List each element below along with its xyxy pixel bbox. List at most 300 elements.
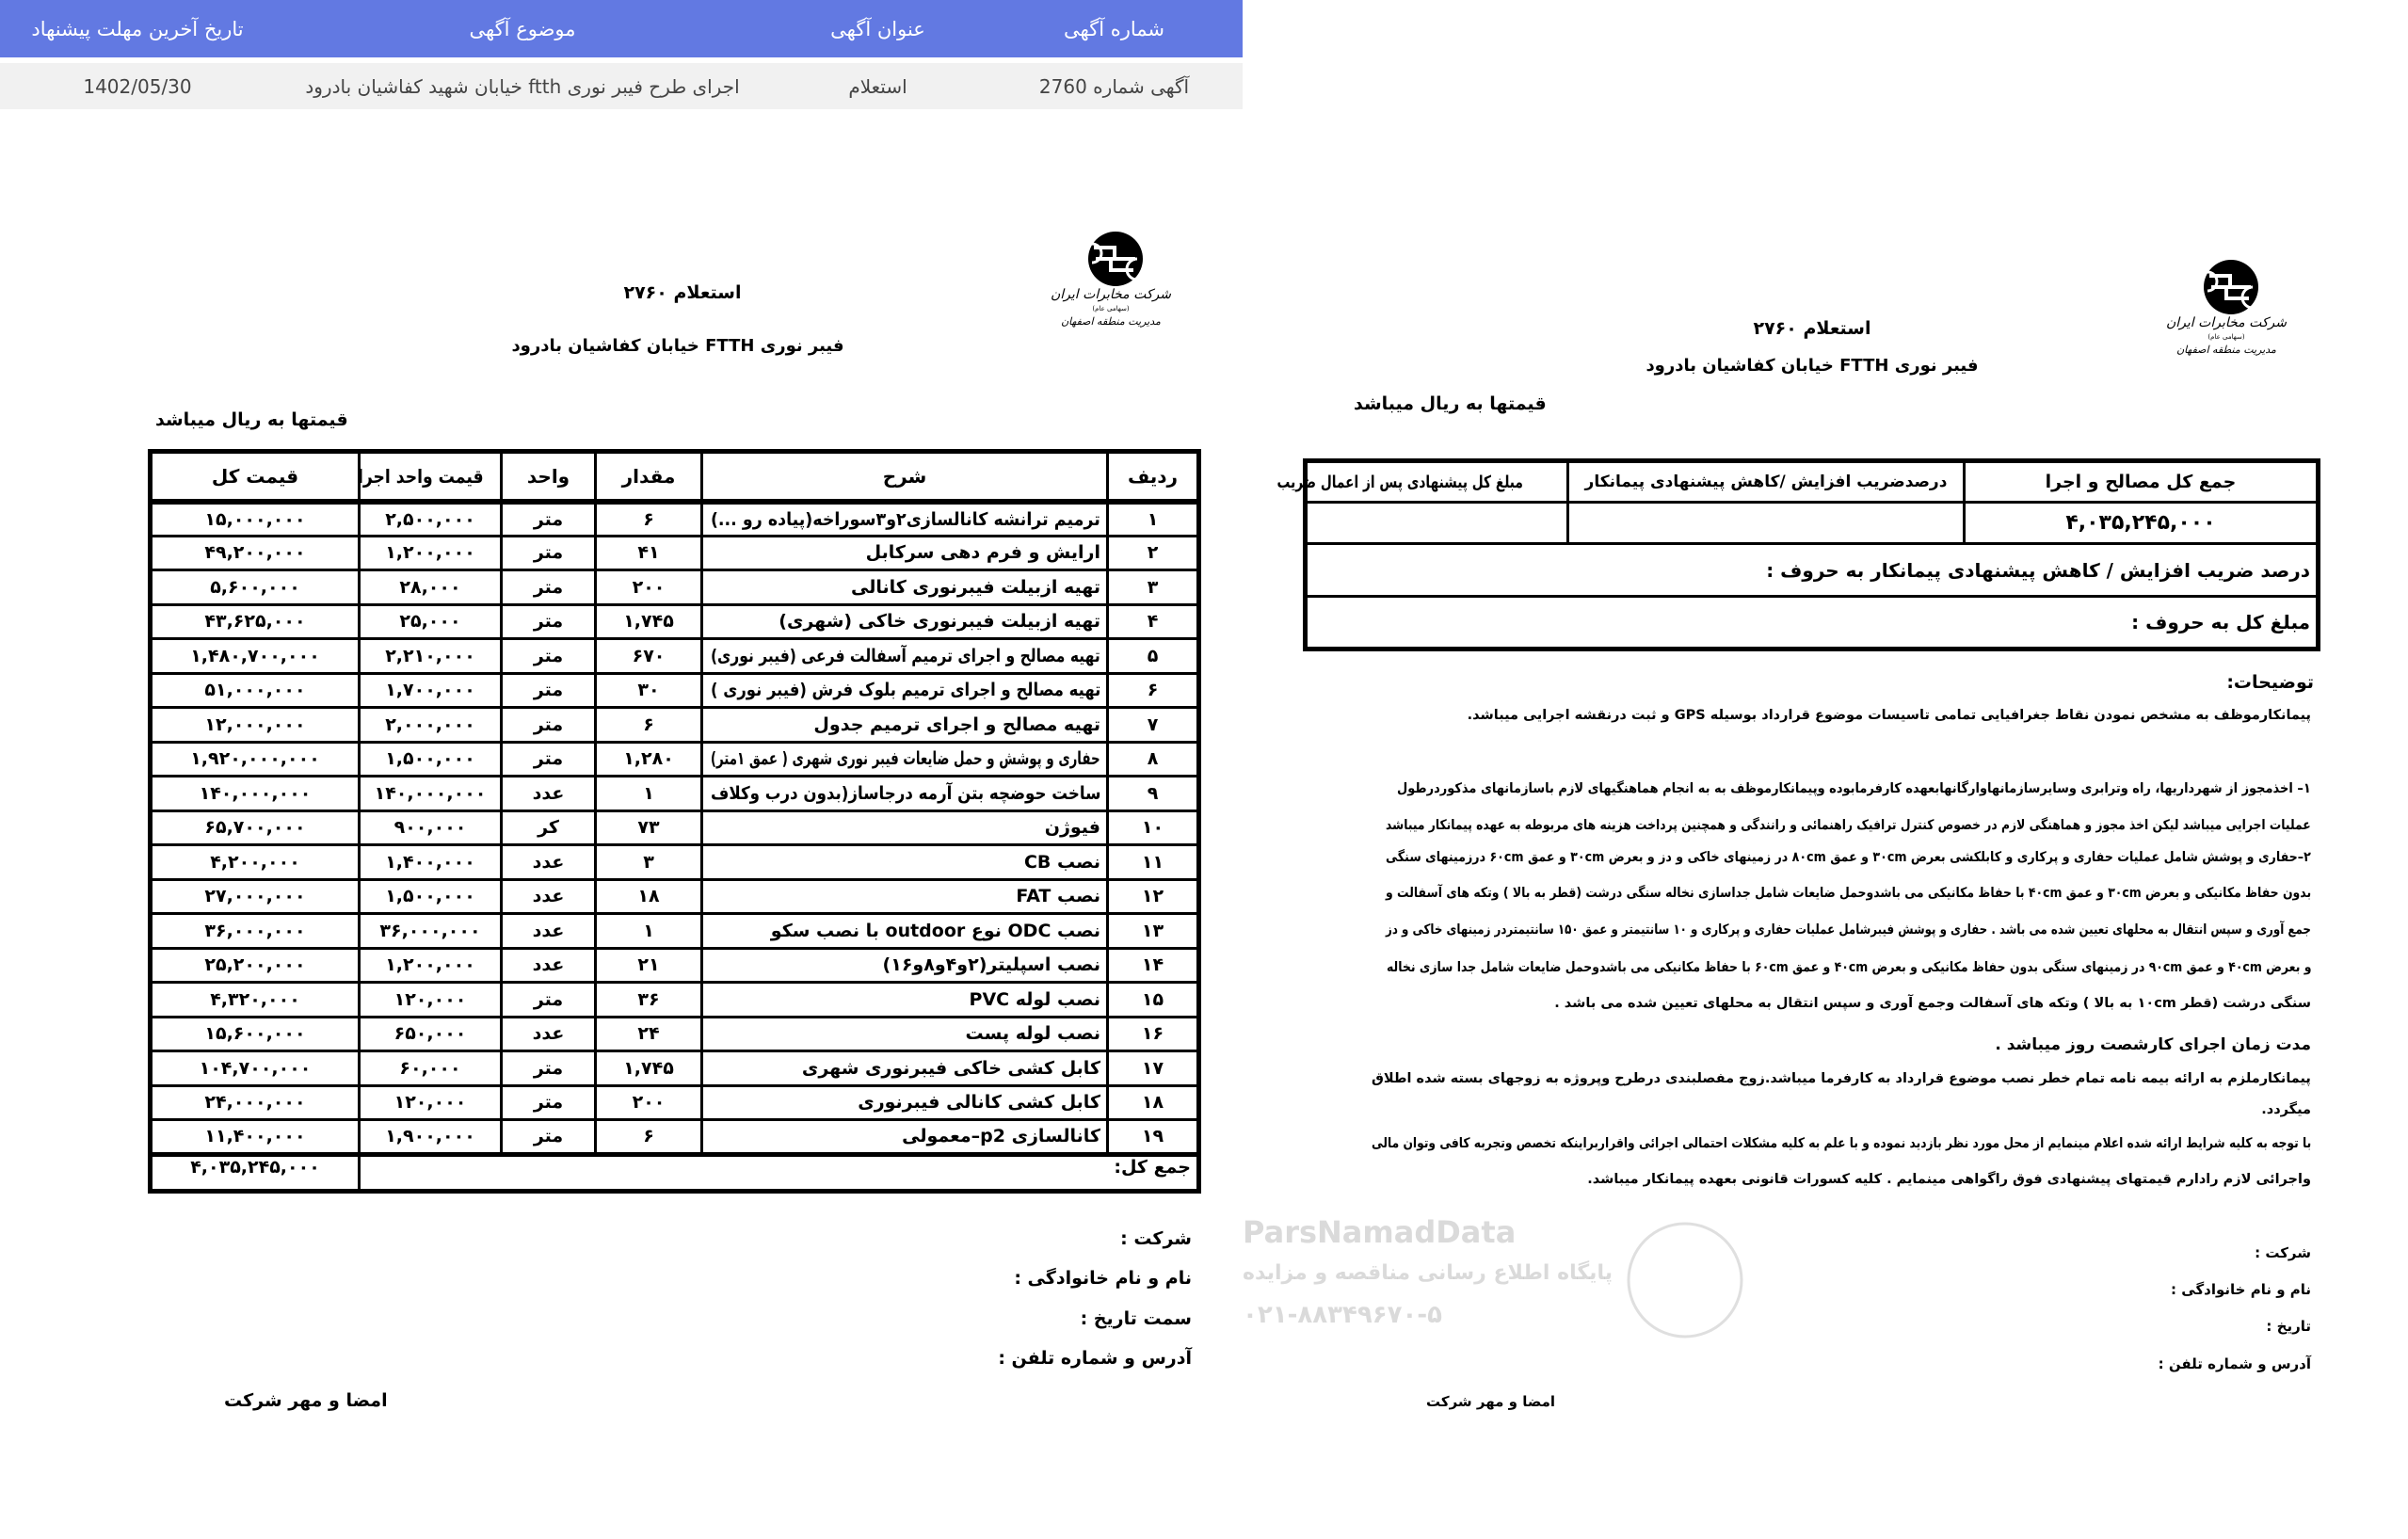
- item-quantity-cell: [596, 536, 702, 570]
- item-quantity: ۱۸: [637, 886, 660, 907]
- row-number-cell: [1108, 1085, 1199, 1120]
- item-unit-cell: [502, 948, 596, 983]
- item-unit: متر: [533, 1126, 564, 1147]
- item-unit-price: ۶۰,۰۰۰: [399, 1057, 461, 1079]
- item-unit-price-cell: [360, 1017, 502, 1051]
- item-unit-cell: [502, 810, 596, 845]
- note-line: مدت زمان اجرای کارشصت روز میباشد .: [1995, 1035, 2311, 1054]
- item-quantity: ۱: [643, 782, 654, 804]
- item-unit-price: ۱۲۰,۰۰۰: [393, 1092, 467, 1114]
- item-unit-cell: [502, 1120, 596, 1155]
- item-unit: متر: [533, 713, 564, 735]
- item-quantity-cell: [596, 1051, 702, 1086]
- item-unit-cell: [502, 845, 596, 880]
- notes-title: توضیحات:: [2226, 672, 2314, 693]
- item-description-cell: [702, 673, 1108, 708]
- item-unit: متر: [533, 576, 564, 598]
- item-quantity-cell: [596, 879, 702, 914]
- item-total-price: ۲۵,۲۰۰,۰۰۰: [204, 954, 306, 976]
- row-number-cell: [1108, 810, 1199, 845]
- telecom-emblem-icon: [1035, 231, 1186, 287]
- item-description-cell: [702, 810, 1108, 845]
- table-row: [151, 845, 1199, 880]
- item-total-price: ۱۵,۶۰۰,۰۰۰: [204, 1023, 306, 1045]
- item-quantity: ۴۱: [637, 542, 660, 564]
- note-line-wrap: [1370, 1172, 2311, 1187]
- item-quantity: ۱,۲۸۰: [623, 748, 674, 770]
- item-unit-price-cell: [360, 845, 502, 880]
- note-line: و بعرض ۴۰cm و عمق ۹۰cm در زمینهای سنگی بدون حفاظ مکانیکی و بعرض ۴۰cm و عمق ۶۰cm با حفاظ مکانیکی می باشدوحمل ضایعات شامل جدا سازی نخاله: [1386, 960, 2311, 975]
- item-unit-cell: [502, 673, 596, 708]
- item-total-price-cell: [151, 1051, 360, 1086]
- row-number: ۱: [1147, 508, 1159, 530]
- ad-info-header-row: [0, 0, 1243, 60]
- col-ad-title: عنوان آگهی: [770, 0, 986, 60]
- summary-header-row: [1306, 461, 2319, 503]
- item-quantity-cell: [596, 1017, 702, 1051]
- right-sig-date: تاریخ :: [2266, 1318, 2311, 1335]
- left-title: استعلام ۲۷۶۰: [623, 282, 742, 303]
- item-unit-cell: [502, 983, 596, 1018]
- total-value: ۴,۰۳۵,۲۴۵,۰۰۰: [190, 1156, 320, 1178]
- col-unit-price-label: قیمت واحد اجرا: [358, 464, 485, 488]
- item-unit-cell: [502, 914, 596, 949]
- note-line: با توجه به کلیه شرایط ارائه شده اعلام مینمایم از محل مورد نظر بازدید نموده و با علم به کلیه مشکلات احتمالی اجرائی واقراربراینکه تخصص وتجربه کافی وتوان مالی: [1371, 1136, 2311, 1151]
- item-description-cell: [702, 983, 1108, 1018]
- item-description: تهیه ازبیلت فیبرنوری خاکی (شهری): [779, 611, 1100, 633]
- item-quantity-cell: [596, 1120, 702, 1155]
- item-unit-price-cell: [360, 879, 502, 914]
- percent-in-words-cell: [1306, 544, 2319, 597]
- item-total-price: ۴۹,۲۰۰,۰۰۰: [204, 542, 306, 564]
- item-total-price-cell: [151, 570, 360, 605]
- item-description: کانالسازی p2–معمولی: [902, 1126, 1100, 1147]
- item-quantity: ۶۷۰: [632, 645, 666, 666]
- item-unit-price-cell: [360, 536, 502, 570]
- item-total-price-cell: [151, 502, 360, 537]
- col-quantity-label: مقدار: [621, 464, 676, 488]
- item-unit-price: ۲,۲۱۰,۰۰۰: [385, 645, 475, 666]
- item-total-price-cell: [151, 536, 360, 570]
- total-label: جمع کل:: [1114, 1156, 1191, 1178]
- item-unit-price: ۱۲۰,۰۰۰: [393, 988, 467, 1010]
- right-sig-company: شرکت :: [2255, 1244, 2311, 1261]
- item-description: ارایش و فرم دهی سرکابل: [865, 542, 1100, 564]
- row-number: ۱۹: [1141, 1126, 1164, 1147]
- row-number-cell: [1108, 604, 1199, 639]
- item-unit-cell: [502, 777, 596, 811]
- item-unit: کر: [538, 817, 559, 839]
- left-sig-name: نام و نام خانوادگی :: [1014, 1268, 1192, 1289]
- total-label-cell: [360, 1154, 1199, 1191]
- item-total-price: ۱۲,۰۰۰,۰۰۰: [204, 713, 306, 735]
- row-number-cell: [1108, 948, 1199, 983]
- percent-coefficient-field[interactable]: [1568, 503, 1965, 544]
- item-unit: متر: [533, 611, 564, 633]
- item-unit-price: ۱,۵۰۰,۰۰۰: [385, 748, 475, 770]
- logo-name: شرکت مخابرات ایران: [2166, 315, 2287, 330]
- item-quantity-cell: [596, 914, 702, 949]
- item-unit-price-cell: [360, 708, 502, 743]
- item-unit-price-cell: [360, 914, 502, 949]
- item-unit-price-cell: [360, 1085, 502, 1120]
- item-total-price-cell: [151, 673, 360, 708]
- table-row: [151, 1120, 1199, 1155]
- item-unit-price-cell: [360, 673, 502, 708]
- item-unit: متر: [533, 508, 564, 530]
- item-unit-price: ۱,۲۰۰,۰۰۰: [385, 954, 475, 976]
- note-line-wrap: [1384, 818, 2311, 833]
- item-unit-price: ۲,۰۰۰,۰۰۰: [385, 713, 475, 735]
- col-description: [702, 452, 1108, 502]
- left-sig-company: شرکت :: [1120, 1228, 1192, 1249]
- item-unit-price-cell: [360, 604, 502, 639]
- item-total-price-cell: [151, 983, 360, 1018]
- item-description-cell: [702, 536, 1108, 570]
- row-number-cell: [1108, 639, 1199, 674]
- col-quantity: [596, 452, 702, 502]
- item-unit: عدد: [532, 1023, 565, 1045]
- item-description-cell: [702, 742, 1108, 777]
- item-description-cell: [702, 1051, 1108, 1086]
- item-description: ترمیم ترانشه کانالسازی۲و۳سوراخه(پیاده رو ...): [711, 508, 1100, 530]
- note-line-wrap: [1384, 886, 2311, 901]
- table-row: [151, 570, 1199, 605]
- ad-info-row: [0, 60, 1243, 109]
- telecom-emblem-icon: [2151, 259, 2302, 315]
- item-total-price: ۱۱,۴۰۰,۰۰۰: [204, 1126, 306, 1147]
- table-row: [151, 604, 1199, 639]
- ad-number: آگهی شماره 2760: [986, 60, 1243, 109]
- logo-region: مدیریت منطقه اصفهان: [2176, 344, 2276, 356]
- item-quantity-cell: [596, 948, 702, 983]
- col-final-amount: [1276, 461, 1568, 503]
- item-unit-price: ۶۵۰,۰۰۰: [393, 1023, 467, 1045]
- item-total-price: ۵,۶۰۰,۰۰۰: [210, 576, 300, 598]
- item-quantity-cell: [596, 604, 702, 639]
- company-logo-right: [2151, 259, 2302, 362]
- item-description-cell: [702, 570, 1108, 605]
- item-unit: عدد: [532, 851, 565, 873]
- item-description: نصب اسپلیتر(۲و۴و۸و۱۶): [882, 954, 1100, 976]
- col-unit: [502, 452, 596, 502]
- item-description-cell: [702, 604, 1108, 639]
- logo-name: شرکت مخابرات ایران: [1051, 287, 1171, 302]
- item-unit: عدد: [532, 954, 565, 976]
- col-ad-number: شماره آگهی: [986, 0, 1243, 60]
- item-description: نصب لوله پست: [965, 1023, 1100, 1045]
- item-unit-price: ۱,۴۰۰,۰۰۰: [385, 851, 475, 873]
- item-total-price: ۶۵,۷۰۰,۰۰۰: [204, 817, 306, 839]
- item-total-price: ۱۵,۰۰۰,۰۰۰: [204, 508, 306, 530]
- note-line: ۲–حفاری و پوشش شامل عملیات حفاری و پرکاری و کابلکشی بعرض ۳۰cm و عمق ۸۰cm در زمینهای خاکی و دز و بعرض ۳۰cm و عمق ۶۰cm درزمینهای سنگی: [1386, 850, 2311, 865]
- row-number: ۱۲: [1141, 886, 1164, 907]
- items-header-row: [151, 452, 1199, 502]
- row-number-cell: [1108, 502, 1199, 537]
- item-unit: متر: [533, 645, 564, 666]
- item-quantity: ۷۳: [637, 817, 660, 839]
- table-row: [151, 536, 1199, 570]
- row-number: ۱۱: [1141, 851, 1164, 873]
- row-number: ۱۷: [1141, 1057, 1164, 1079]
- item-quantity-cell: [596, 810, 702, 845]
- row-number: ۵: [1147, 645, 1159, 666]
- item-total-price-cell: [151, 1120, 360, 1155]
- item-unit-cell: [502, 1085, 596, 1120]
- item-description: تهیه ازبیلت فیبرنوری کانالی: [851, 576, 1100, 598]
- item-quantity: ۳۰: [637, 680, 660, 701]
- company-logo-left: [1035, 231, 1186, 334]
- item-unit-price: ۱,۲۰۰,۰۰۰: [385, 542, 475, 564]
- ad-title: استعلام: [770, 60, 986, 109]
- item-description: نصب ODC نوع outdoor با نصب سکو: [770, 920, 1100, 941]
- item-description: تهیه مصالح و اجرای ترمیم جدول: [813, 713, 1100, 735]
- item-quantity-cell: [596, 708, 702, 743]
- table-row: [151, 639, 1199, 674]
- item-total-price: ۱,۹۲۰,۰۰۰,۰۰۰: [190, 748, 320, 770]
- item-description-cell: [702, 1120, 1108, 1155]
- item-total-price-cell: [151, 777, 360, 811]
- item-unit: متر: [533, 988, 564, 1010]
- col-unit-label: واحد: [526, 464, 570, 488]
- final-amount-field[interactable]: [1306, 503, 1568, 544]
- item-description: نصب FAT: [1016, 886, 1100, 907]
- row-number: ۱۶: [1141, 1023, 1164, 1045]
- table-row: [151, 502, 1199, 537]
- note-line-wrap: [1384, 960, 2311, 975]
- note-line-wrap: [1370, 1071, 2311, 1086]
- note-line: جمع آوری و سپس انتقال به محلهای تعیین شده می باشد . حفاری و پوشش فیبرشامل عملیات حفاری و پرکاری و ۱۰ سانتیمتر و عمق ۱۵۰ سانتیمتردر زمینهای خاکی و دز: [1386, 922, 2311, 938]
- item-unit-price: ۱,۷۰۰,۰۰۰: [385, 680, 475, 701]
- logo-sub: (سهامی عام): [2207, 333, 2245, 341]
- item-description: ساخت حوضچه بتن آرمه درجاساز(بدون درب وکلاف: [710, 782, 1100, 804]
- note-line: میگردد.: [2261, 1102, 2311, 1117]
- row-number-cell: [1108, 879, 1199, 914]
- item-quantity: ۳۶: [637, 988, 660, 1010]
- note-line: واجرائی لازم رادارم قیمتهای پیشنهادی فوق راگواهی مینمایم . کلیه کسورات قانونی بعهده پیمانکار میباشد.: [1587, 1172, 2311, 1187]
- item-quantity: ۶: [643, 713, 654, 735]
- item-unit-price-cell: [360, 570, 502, 605]
- item-unit-price: ۱۴۰,۰۰۰,۰۰۰: [374, 782, 487, 804]
- note-line-wrap: [1395, 781, 2311, 796]
- item-total-price: ۱,۴۸۰,۷۰۰,۰۰۰: [190, 645, 320, 666]
- item-description: کابل کشی کانالی فیبرنوری: [858, 1092, 1100, 1114]
- item-unit-price: ۲,۵۰۰,۰۰۰: [385, 508, 475, 530]
- item-unit-price-cell: [360, 1051, 502, 1086]
- row-number-cell: [1108, 1051, 1199, 1086]
- item-total-price: ۵۱,۰۰۰,۰۰۰: [204, 680, 306, 701]
- ad-info-table: [0, 0, 1243, 109]
- table-row: [151, 879, 1199, 914]
- item-description: نصب CB: [1023, 851, 1100, 873]
- row-number-cell: [1108, 673, 1199, 708]
- item-description-cell: [702, 502, 1108, 537]
- note-line: پیمانکارموظف به مشخص نمودن نقاط جغرافیایی تمامی تاسیسات موضوع قرارداد بوسیله GPS و ثبت درنقشه اجرایی میباشد.: [1467, 708, 2311, 723]
- table-row: [151, 1051, 1199, 1086]
- row-number-cell: [1108, 536, 1199, 570]
- item-quantity: ۶: [643, 508, 654, 530]
- logo-region: مدیریت منطقه اصفهان: [1061, 315, 1161, 328]
- left-subtitle: فیبر نوری FTTH خیابان کفاشیان بادرود: [511, 336, 844, 356]
- item-quantity-cell: [596, 1085, 702, 1120]
- item-description-cell: [702, 1085, 1108, 1120]
- note-line-wrap: [1370, 1136, 2311, 1151]
- right-sig-address-phone: آدرس و شماره تلفن :: [2158, 1355, 2311, 1372]
- row-number-cell: [1108, 742, 1199, 777]
- item-quantity: ۲۰۰: [632, 1092, 666, 1114]
- items-table: [148, 449, 1201, 1194]
- note-line: بدون حفاظ مکانیکی و بعرض ۳۰cm و عمق ۴۰cm با حفاظ مکانیکی می باشدوحمل ضایعات شامل جداسازی نخاله سنگی درشت (قطر به بالا ) وتکه های آسفالت و: [1385, 886, 2311, 901]
- row-number-cell: [1108, 845, 1199, 880]
- item-unit-price-cell: [360, 777, 502, 811]
- total-materials-value: ۴,۰۳۵,۲۴۵,۰۰۰: [1965, 503, 2319, 544]
- item-total-price-cell: [151, 879, 360, 914]
- item-description: تهیه مصالح و اجرای ترمیم آسفالت فرعی (فیبر نوری): [711, 645, 1100, 666]
- table-row: [151, 777, 1199, 811]
- item-description-cell: [702, 948, 1108, 983]
- row-number: ۹: [1147, 782, 1159, 804]
- watermark-tagline: پایگاه اطلاع رسانی مناقصه و مزایده: [1243, 1261, 1613, 1285]
- item-total-price: ۴,۲۰۰,۰۰۰: [210, 851, 300, 873]
- table-row: [151, 1085, 1199, 1120]
- item-unit-price: ۳۶,۰۰۰,۰۰۰: [379, 920, 481, 941]
- right-currency-note: قیمتها به ریال میباشد: [1354, 393, 1547, 414]
- note-line-wrap: [1384, 922, 2311, 938]
- item-unit-price-cell: [360, 810, 502, 845]
- note-line: ۱– اخذمجوز از شهرداریها، راه وترابری وسایرسازمانهاوارگانهابعهده کارفرمابوده وپیمانکارموظف به به انجام هماهنگیهای لازم باسازمانهای مذکوردرطول: [1397, 781, 2311, 796]
- left-sig-position-date: سمت تاریخ :: [1080, 1308, 1192, 1329]
- row-number: ۱۳: [1141, 920, 1164, 941]
- note-line-wrap: [1384, 996, 2311, 1011]
- item-quantity: ۲۴: [637, 1023, 660, 1045]
- table-row: [151, 948, 1199, 983]
- row-number-cell: [1108, 983, 1199, 1018]
- item-total-price-cell: [151, 1017, 360, 1051]
- item-unit-cell: [502, 879, 596, 914]
- col-total-materials: [1965, 461, 2319, 503]
- logo-sub: (سهامی عام): [1092, 305, 1130, 313]
- item-unit-price: ۱,۵۰۰,۰۰۰: [385, 886, 475, 907]
- summary-table: [1276, 458, 2320, 651]
- table-row: [151, 673, 1199, 708]
- watermark-phone: ۰۲۱-۸۸۳۴۹۶۷۰-۵: [1243, 1301, 1443, 1329]
- percent-in-words-label: درصد ضریب افزایش / کاهش پیشنهادی پیمانکار به حروف :: [1766, 558, 2310, 582]
- amount-in-words-row[interactable]: [1306, 597, 2319, 649]
- item-total-price: ۲۴,۰۰۰,۰۰۰: [204, 1092, 306, 1114]
- item-description-cell: [702, 777, 1108, 811]
- item-unit-price-cell: [360, 742, 502, 777]
- col-unit-price: [360, 452, 502, 502]
- item-description-cell: [702, 914, 1108, 949]
- note-line: سنگی درشت (قطر ۱۰cm به بالا ) وتکه های آسفالت وجمع آوری و سپس انتقال به محلهای تعیین شده می باشد .: [1554, 996, 2311, 1011]
- item-unit: متر: [533, 748, 564, 770]
- row-number: ۸: [1147, 748, 1159, 770]
- item-unit-cell: [502, 502, 596, 537]
- left-currency-note: قیمتها به ریال میباشد: [155, 409, 348, 430]
- right-sig-stamp: امضا و مهر شرکت: [1426, 1393, 1556, 1410]
- row-number-cell: [1108, 1017, 1199, 1051]
- ad-deadline: 1402/05/30: [0, 60, 275, 109]
- item-unit-price-cell: [360, 502, 502, 537]
- item-unit-cell: [502, 570, 596, 605]
- row-number: ۲: [1147, 542, 1159, 564]
- row-number: ۱۴: [1141, 954, 1164, 976]
- col-ad-subject: موضوع آگهی: [275, 0, 770, 60]
- row-number: ۱۵: [1141, 988, 1164, 1010]
- item-unit: متر: [533, 1092, 564, 1114]
- amount-in-words-label: مبلغ کل به حروف :: [2131, 611, 2310, 633]
- row-number-cell: [1108, 777, 1199, 811]
- note-line-wrap: [1370, 708, 2311, 723]
- item-quantity: ۱,۷۴۵: [623, 1057, 674, 1079]
- table-row: [151, 742, 1199, 777]
- table-row: [151, 810, 1199, 845]
- col-row-label: ردیف: [1127, 464, 1179, 488]
- total-value-cell: [151, 1154, 360, 1191]
- row-number: ۳: [1147, 576, 1159, 598]
- item-quantity: ۱: [643, 920, 654, 941]
- item-quantity: ۶: [643, 1126, 654, 1147]
- item-unit-cell: [502, 1017, 596, 1051]
- row-number-cell: [1108, 1120, 1199, 1155]
- row-number: ۶: [1147, 680, 1159, 701]
- item-quantity-cell: [596, 845, 702, 880]
- item-description-cell: [702, 708, 1108, 743]
- item-description: تهیه مصالح و اجرای ترمیم بلوک فرش (فیبر نوری ): [710, 680, 1100, 701]
- item-unit-price: ۹۰۰,۰۰۰: [393, 817, 467, 839]
- table-row: [151, 983, 1199, 1018]
- items-total-row: [151, 1154, 1199, 1191]
- item-quantity: ۲۰۰: [632, 576, 666, 598]
- item-total-price: ۱۴۰,۰۰۰,۰۰۰: [199, 782, 312, 804]
- item-total-price-cell: [151, 708, 360, 743]
- item-unit-cell: [502, 1051, 596, 1086]
- item-total-price-cell: [151, 1085, 360, 1120]
- item-quantity-cell: [596, 983, 702, 1018]
- watermark: [1243, 1214, 1770, 1346]
- note-line: عملیات اجرایی میباشد لیکن اخذ مجوز و هماهنگی لازم در خصوص کنترل ترافیک راهنمائی و رانندگی و همچنین پرداخت هزینه های مربوطه به عهده پیمانکار میباشد: [1386, 818, 2311, 833]
- item-unit-cell: [502, 639, 596, 674]
- table-row: [151, 914, 1199, 949]
- table-row: [151, 1017, 1199, 1051]
- item-total-price-cell: [151, 845, 360, 880]
- percent-in-words-row[interactable]: [1306, 544, 2319, 597]
- col-description-label: شرح: [882, 464, 927, 488]
- item-unit-cell: [502, 536, 596, 570]
- row-number-cell: [1108, 708, 1199, 743]
- item-unit: متر: [533, 542, 564, 564]
- col-percent-coefficient: [1568, 461, 1965, 503]
- row-number-cell: [1108, 570, 1199, 605]
- col-row: [1108, 452, 1199, 502]
- item-total-price-cell: [151, 810, 360, 845]
- item-unit-cell: [502, 604, 596, 639]
- col-total-price: [151, 452, 360, 502]
- item-quantity-cell: [596, 570, 702, 605]
- row-number: ۴: [1147, 611, 1159, 633]
- item-description-cell: [702, 1017, 1108, 1051]
- item-quantity: ۳: [643, 851, 654, 873]
- item-total-price-cell: [151, 914, 360, 949]
- item-total-price-cell: [151, 948, 360, 983]
- item-unit-price-cell: [360, 983, 502, 1018]
- item-total-price: ۱۰۴,۷۰۰,۰۰۰: [199, 1057, 312, 1079]
- item-quantity: ۲۱: [637, 954, 660, 976]
- watermark-brand: ParsNamadData: [1243, 1214, 1517, 1250]
- item-unit-price-cell: [360, 948, 502, 983]
- right-title: استعلام ۲۷۶۰: [1753, 318, 1871, 339]
- col-percent-coefficient-label: درصدضریب افزایش /کاهش پیشنهادی پیمانکار: [1584, 473, 1948, 491]
